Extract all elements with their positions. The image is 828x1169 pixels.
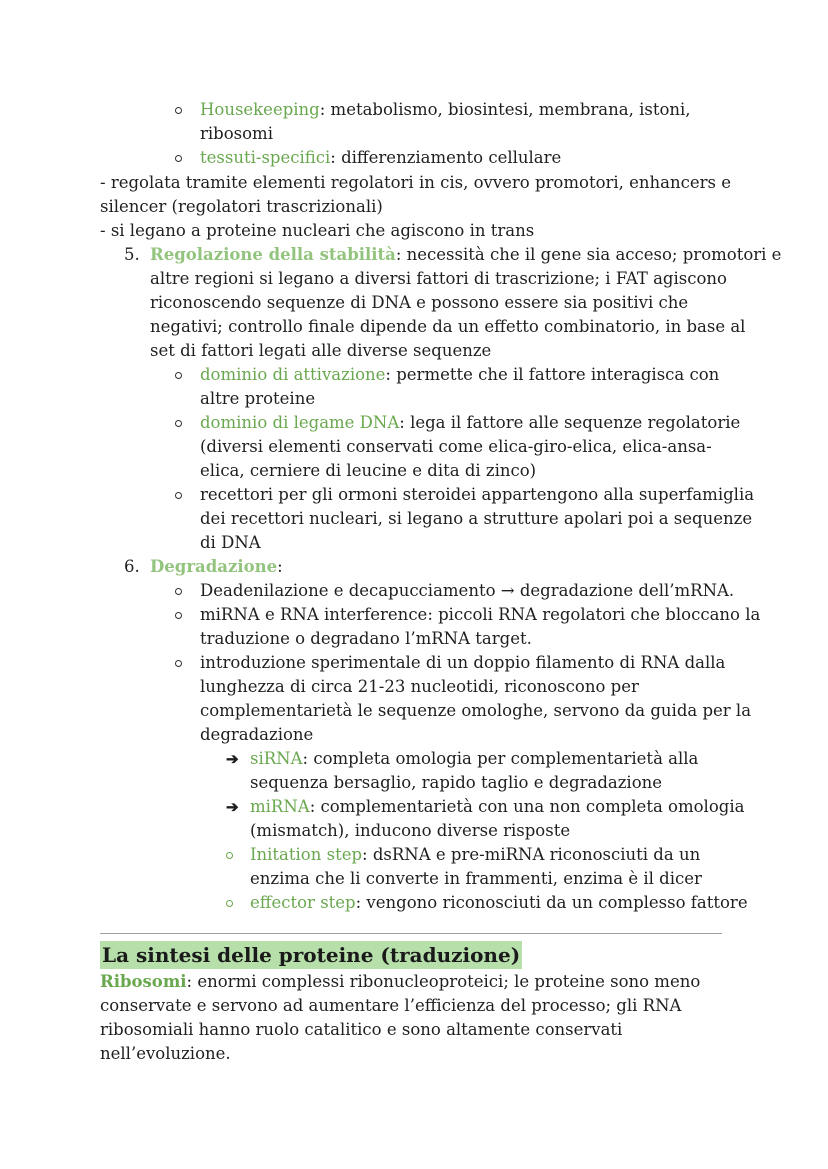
list-item-6: Degradazione: [150,557,283,576]
term-dominio-legame: dominio di legame DNA [200,413,400,432]
list-item: Initation step: dsRNA e pre-miRNA riconosciuti da un [250,845,701,864]
list-item-continuation: sequenza bersaglio, rapido taglio e degradazione [250,773,663,792]
paragraph-line: negativi; controllo finale dipende da un effetto combinatorio, in base al [150,317,746,336]
term-mirna: miRNA [250,797,310,816]
list-item: siRNA: completa omologia per complementarietà alla [250,749,699,768]
list-item: miRNA: complementarietà con una non completa omologia [250,797,745,816]
paragraph-line: nell’evoluzione. [100,1044,231,1063]
bullet-circle-icon [175,612,182,619]
paragraph-line: - si legano a proteine nucleari che agiscono in trans [100,221,535,240]
paragraph-line: - regolata tramite elementi regolatori in cis, ovvero promotori, enhancers e [100,173,732,192]
bullet-circle-icon [175,588,182,595]
list-item-continuation: complementarietà le sequenze omologhe, servono da guida per la [200,701,752,720]
term-ribosomi: Ribosomi [100,972,187,991]
list-item-continuation: lunghezza di circa 21-23 nucleotidi, riconoscono per [200,677,639,696]
term-housekeeping: Housekeeping [200,100,320,119]
list-item-continuation: (mismatch), inducono diverse risposte [250,821,571,840]
list-item-continuation: elica, cerniere di leucine e dita di zinco) [200,461,537,480]
list-item: recettori per gli ormoni steroidei appartengono alla superfamiglia [200,485,755,504]
list-item: Housekeeping: metabolismo, biosintesi, membrana, istoni, [200,100,691,119]
list-number: 5. [124,245,140,264]
paragraph-line: conservate e servono ad aumentare l’efficienza del processo; gli RNA [100,996,682,1015]
bullet-circle-icon [226,900,233,907]
term-effector-step: effector step [250,893,356,912]
paragraph-line: altre regioni si legano a diversi fattori di trascrizione; i FAT agiscono [150,269,727,288]
list-item: effector step: vengono riconosciuti da un complesso fattore [250,893,748,912]
list-item: miRNA e RNA interference: piccoli RNA regolatori che bloccano la [200,605,761,624]
term-sirna: siRNA [250,749,303,768]
list-item-continuation: enzima che li converte in frammenti, enzima è il dicer [250,869,702,888]
list-item-continuation: altre proteine [200,389,316,408]
bullet-circle-icon [175,107,182,114]
list-item-continuation: dei recettori nucleari, si legano a strutture apolari poi a sequenze [200,509,753,528]
term-tessuti-specifici: tessuti-specifici [200,148,331,167]
list-item: introduzione sperimentale di un doppio filamento di RNA dalla [200,653,726,672]
horizontal-divider [100,933,722,934]
list-item: dominio di attivazione: permette che il fattore interagisca con [200,365,720,384]
section-heading: La sintesi delle proteine (traduzione) [102,943,521,967]
term-degradazione: Degradazione [150,557,278,576]
term-dominio-attivazione: dominio di attivazione [200,365,386,384]
list-item-5: Regolazione della stabilità: necessità che il gene sia acceso; promotori e [150,245,782,264]
bullet-circle-icon [175,492,182,499]
list-item-continuation: traduzione o degradano l’mRNA target. [200,629,532,648]
list-item-continuation: (diversi elementi conservati come elica-giro-elica, elica-ansa- [200,437,712,456]
paragraph-line: set di fattori legati alle diverse sequenze [150,341,492,360]
paragraph-line: silencer (regolatori trascrizionali) [100,197,383,216]
bullet-circle-icon [226,852,233,859]
list-item: Deadenilazione e decapucciamento → degradazione dell’mRNA. [200,581,735,600]
list-item-continuation: degradazione [200,725,314,744]
bullet-circle-icon [175,155,182,162]
list-item-continuation: di DNA [200,533,261,552]
list-item-continuation: ribosomi [200,124,273,143]
term-initation-step: Initation step [250,845,363,864]
term-regolazione-stabilita: Regolazione della stabilità [150,245,396,264]
arrow-right-icon: ➔ [226,798,239,816]
bullet-circle-icon [175,372,182,379]
list-number: 6. [124,557,140,576]
paragraph-line: ribosomiali hanno ruolo catalitico e sono altamente conservati [100,1020,623,1039]
bullet-circle-icon [175,420,182,427]
paragraph-line: Ribosomi: enormi complessi ribonucleoproteici; le proteine sono meno [100,972,701,991]
arrow-right-icon: ➔ [226,750,239,768]
list-item: tessuti-specifici: differenziamento cellulare [200,148,562,167]
bullet-circle-icon [175,660,182,667]
list-item: dominio di legame DNA: lega il fattore alle sequenze regolatorie [200,413,741,432]
paragraph-line: riconoscendo sequenze di DNA e possono essere sia positivi che [150,293,689,312]
